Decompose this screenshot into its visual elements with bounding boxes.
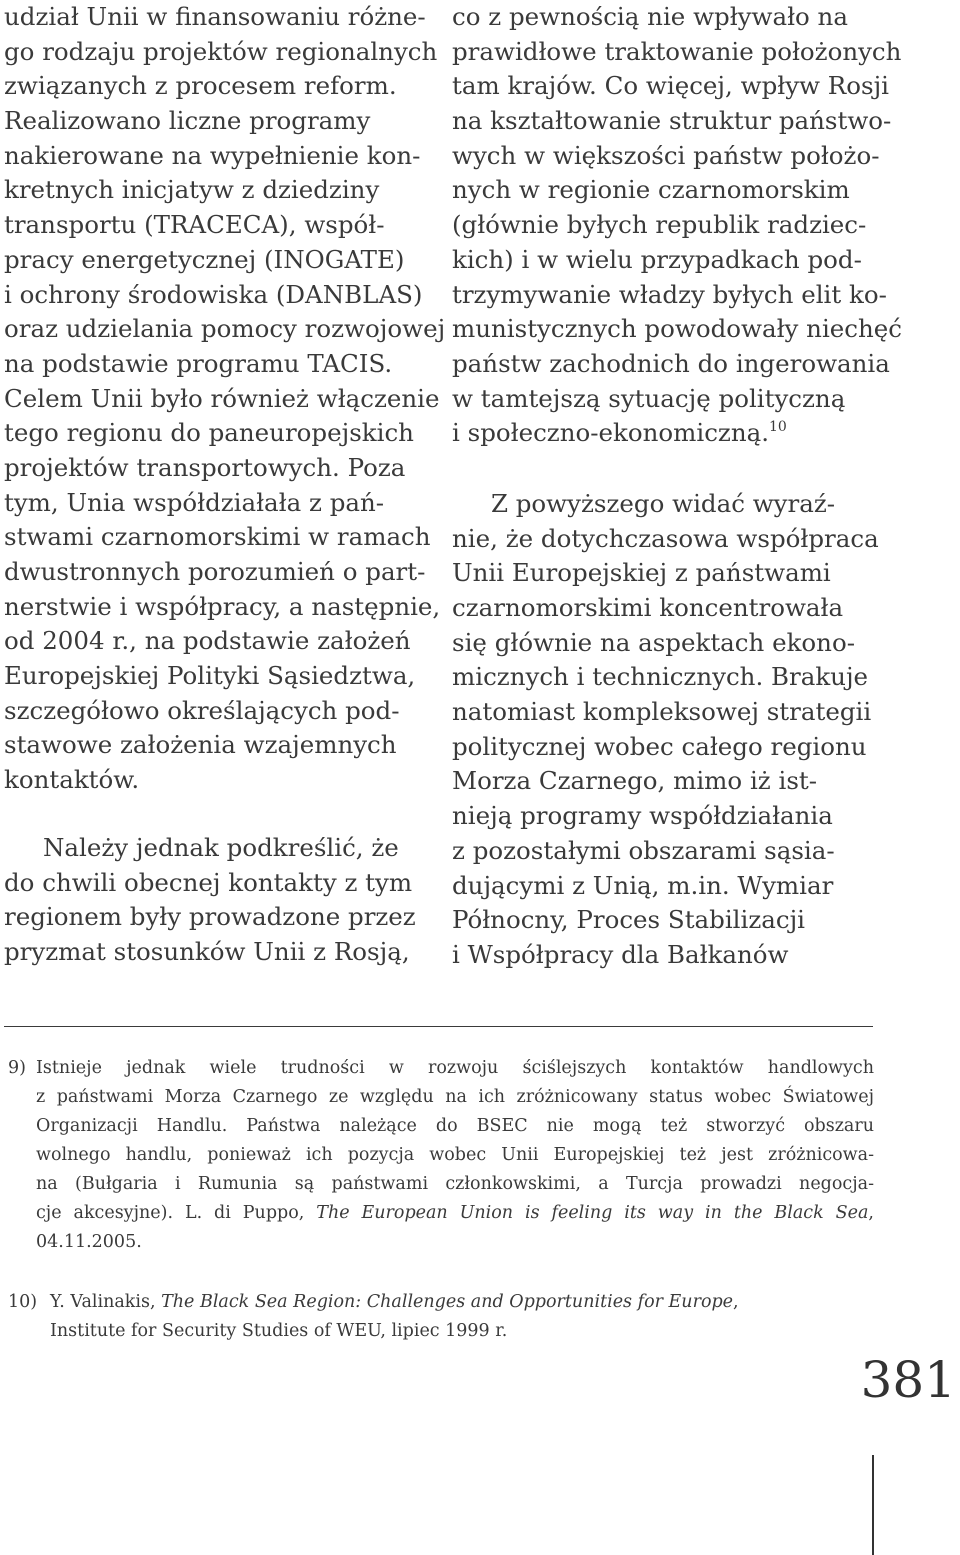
text-line: z pozostałymi obszarami sąsia- xyxy=(452,835,835,865)
right-paragraph-1 xyxy=(452,0,902,451)
text-line: kich) i w wielu przypadkach pod- xyxy=(452,244,862,274)
text-line: i ochrony środowiska (DANBLAS) xyxy=(4,279,423,309)
text-line: micznych i technicznych. Brakuje xyxy=(452,662,869,692)
text-line: Morza Czarnego, mimo iż ist- xyxy=(452,766,818,796)
text-line: oraz udzielania pomocy rozwojowej xyxy=(4,314,446,344)
text-line: stawowe założenia wzajemnych xyxy=(4,730,397,760)
text-fragment: i społeczno-ekonomiczną. xyxy=(452,418,770,448)
text-line: trzymywanie władzy byłych elit ko- xyxy=(452,279,887,309)
footnote-line: wolnego handlu, ponieważ ich pozycja wobec Unii Europejskiej też jest zróżnicowa- xyxy=(36,1145,874,1165)
footnote-line: z państwami Morza Czarnego ze względu na ich zróżnicowany status wobec Światowej xyxy=(36,1087,874,1107)
page-number-rule xyxy=(872,1455,874,1555)
text-line: tego regionu do paneuropejskich xyxy=(4,418,414,448)
text-line: nie, że dotychczasowa współpraca xyxy=(452,523,879,553)
text-line: dwustronnych porozumień o part- xyxy=(4,557,426,586)
text-line: związanych z procesem reform. xyxy=(4,71,397,101)
text-fragment: Istnieje jednak wiele trudności w rozwoju ściślejszych kontaktów handlowych xyxy=(36,1058,874,1078)
text-line: pryzmat stosunków Unii z Rosją, xyxy=(4,936,410,966)
text-line: politycznej wobec całego regionu xyxy=(452,731,867,761)
text-line: pracy energetycznej (INOGATE) xyxy=(4,244,405,274)
text-fragment: cje akcesyjne). L. di Puppo, xyxy=(36,1203,317,1223)
text-line: się głównie na aspektach ekono- xyxy=(452,627,855,657)
text-line: czarnomorskimi koncentrowała xyxy=(452,593,844,622)
text-line: nieją programy współdziałania xyxy=(452,801,833,831)
right-paragraph-2 xyxy=(452,487,892,973)
left-column xyxy=(4,0,446,970)
text-line: (głównie byłych republik radziec- xyxy=(452,210,867,240)
text-line: Należy jednak podkreślić, że xyxy=(4,832,399,862)
text-line: państw zachodnich do ingerowania xyxy=(452,348,890,378)
text-line: dującymi z Unią, m.in. Wymiar xyxy=(452,870,834,900)
text-line: munistycznych powodowały niechęć xyxy=(452,314,902,344)
footnote-line: Organizacji Handlu. Państwa należące do BSEC nie mogą też stworzyć obszaru xyxy=(36,1116,874,1136)
text-line: transportu (TRACECA), współ- xyxy=(4,210,385,240)
footnote-line xyxy=(8,1199,874,1228)
text-line: Północny, Proces Stabilizacji xyxy=(452,905,806,935)
text-line: w tamtejszą sytuację polityczną xyxy=(452,383,846,413)
text-line: Celem Unii było również włączenie xyxy=(4,383,440,413)
text-line: Realizowano liczne programy xyxy=(4,106,371,136)
page-number: 381 xyxy=(860,1351,956,1409)
text-line: od 2004 r., na podstawie założeń xyxy=(4,626,411,656)
text-line: Z powyższego widać wyraź- xyxy=(452,488,836,518)
citation-title: The European Union is feeling its way in the Black Sea xyxy=(316,1203,869,1223)
text-line: szczegółowo określających pod- xyxy=(4,695,400,725)
footnote-line xyxy=(8,1054,874,1083)
text-line: stwami czarnomorskimi w ramach xyxy=(4,522,431,552)
footnote-line xyxy=(8,1288,874,1317)
right-column xyxy=(452,0,902,973)
text-line: na kształtowanie struktur państwo- xyxy=(452,106,892,136)
text-line: nerstwie i współpracy, a następnie, xyxy=(4,591,441,621)
text-line: udział Unii w finansowaniu różne- xyxy=(4,2,426,31)
footnote-divider xyxy=(4,1026,873,1027)
text-line: Europejskiej Polityki Sąsiedztwa, xyxy=(4,661,416,691)
footnote-line: Institute for Security Studies of WEU, lipiec 1999 r. xyxy=(50,1321,508,1341)
footnote-9 xyxy=(8,1054,874,1257)
footnote-line: na (Bułgaria i Rumunia są państwami członkowskimi, a Turcja prowadzi negocja- xyxy=(36,1174,874,1194)
citation-title: The Black Sea Region: Challenges and Opportunities for Europe xyxy=(161,1292,734,1312)
text-line: projektów transportowych. Poza xyxy=(4,452,406,482)
text-line: wych w większości państw położo- xyxy=(452,140,880,170)
text-line: tam krajów. Co więcej, wpływ Rosji xyxy=(452,71,890,101)
text-line: kontaktów. xyxy=(4,765,140,795)
text-line: Unii Europejskiej z państwami xyxy=(452,558,831,588)
text-line: go rodzaju projektów regionalnych xyxy=(4,36,438,66)
footnote-reference[interactable]: 10 xyxy=(769,419,787,436)
text-fragment: , xyxy=(868,1203,874,1223)
footnote-number: 10) xyxy=(8,1292,38,1312)
text-line: nakierowane na wypełnienie kon- xyxy=(4,140,421,170)
left-paragraph-2 xyxy=(4,831,424,970)
left-paragraph-1 xyxy=(4,0,446,798)
text-line: i Współpracy dla Bałkanów xyxy=(452,939,789,969)
text-line: kretnych inicjatyw z dziedziny xyxy=(4,175,380,205)
text-fragment: Y. Valinakis, xyxy=(50,1292,162,1312)
text-line: regionem były prowadzone przez xyxy=(4,902,416,932)
footnote-number: 9) xyxy=(8,1058,26,1078)
footnote-line: 04.11.2005. xyxy=(36,1232,142,1252)
text-line: natomiast kompleksowej strategii xyxy=(452,697,872,727)
text-line xyxy=(452,416,892,451)
text-line: do chwili obecnej kontakty z tym xyxy=(4,867,413,897)
text-line: na podstawie programu TACIS. xyxy=(4,348,393,378)
text-line: tym, Unia współdziałała z pań- xyxy=(4,487,385,517)
text-line: nych w regionie czarnomorskim xyxy=(452,175,850,205)
text-line: prawidłowe traktowanie położonych xyxy=(452,36,902,66)
text-line: co z pewnością nie wpływało na xyxy=(452,2,848,31)
footnote-10 xyxy=(8,1288,874,1346)
text-fragment: , xyxy=(733,1292,739,1312)
